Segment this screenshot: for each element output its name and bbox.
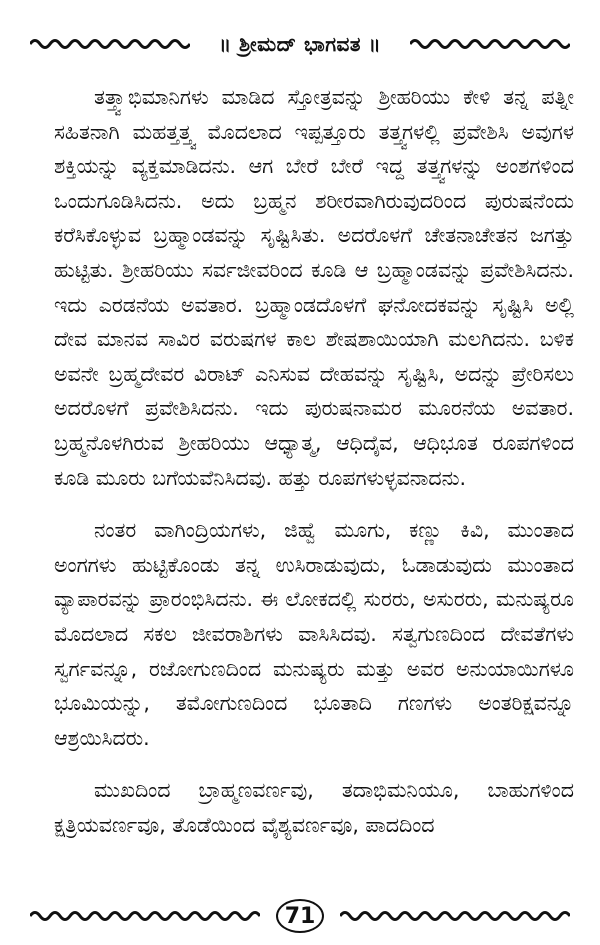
page-number: 71 [276, 899, 324, 933]
wavy-ornament-left [30, 907, 260, 925]
wavy-ornament-right [340, 907, 570, 925]
paragraph: ಮುಖದಿಂದ ಬ್ರಾಹ್ಮಣವರ್ಣವು, ತದಾಭಿಮನಿಯೂ, ಬಾಹುಗಳಿಂದ ಕ್ಷತ್ರಿಯವರ್ಣವೂ, ತೊಡೆಯಿಂದ ವೈಶ್ಯವರ್ಣವೂ, ಪಾದದಿಂದ [54, 778, 574, 837]
wavy-ornament-right [410, 35, 570, 53]
paragraph: ತತ್ತ್ವಾಭಿಮಾನಿಗಳು ಮಾಡಿದ ಸ್ತೋತ್ರವನ್ನು ಶ್ರೀಹರಿಯು ಕೇಳಿ ತನ್ನ ಪತ್ನೀ ಸಹಿತನಾಗಿ ಮಹತ್ತತ್ತ್ವ ಮೊದಲಾದ ಇಪ್ಪತ್ತೂರು ತತ್ತ್ವಗಳಲ್ಲಿ ಪ್ರವೇಶಿಸಿ ಅವುಗಳ ಶಕ್ತಿಯನ್ನು ವ್ಯಕ್ತಮಾಡಿದನು. ಆಗ ಬೇರೆ ಬೇರೆ ಇದ್ದ ತತ್ತ್ವಗಳನ್ನು ಅಂಶಗಳಿಂದ ಒಂದುಗೂಡಿಸಿದನು. ಅದು ಬ್ರಹ್ಮನ ಶರೀರವಾಗಿರುವುದರಿಂದ ಪುರುಷನೆಂದು ಕರೆಸಿಕೊಳ್ಳುವ ಬ್ರಹ್ಮಾಂಡವನ್ನು ಸೃಷ್ಟಿಸಿತು. ಅದರೊಳಗೆ ಚೇತನಾಚೇತನ ಜಗತ್ತು ಹುಟ್ಟಿತು. ಶ್ರೀಹರಿಯು ಸರ್ವಜೀವರಿಂದ ಕೂಡಿ ಆ ಬ್ರಹ್ಮಾಂಡವನ್ನು ಪ್ರವೇಶಿಸಿದನು. ಇದು ಎರಡನೆಯ ಅವತಾರ. ಬ್ರಹ್ಮಾಂಡದೊಳಗೆ ಘನೋದಕವನ್ನು ಸೃಷ್ಟಿಸಿ ಅಲ್ಲಿ ದೇವ ಮಾನವ ಸಾವಿರ ವರುಷಗಳ ಕಾಲ ಶೇಷಶಾಯಿಯಾಗಿ ಮಲಗಿದನು. ಬಳಿಕ ಅವನೇ ಬ್ರಹ್ಮದೇವರ ವಿರಾಟ್ ಎನಿಸುವ ದೇಹವನ್ನು ಸೃಷ್ಟಿಸಿ, ಅದನ್ನು ಪ್ರೇರಿಸಲು ಅದರೊಳಗೆ ಪ್ರವೇಶಿಸಿದನು. ಇದು ಪುರುಷನಾಮರ ಮೂರನೆಯ ಅವತಾರ. ಬ್ರಹ್ಮನೊಳಗಿರುವ ಶ್ರೀಹರಿಯು ಆಧ್ಯಾತ್ಮ, ಆಧಿದೈವ, ಆಧಿಭೂತ ರೂಪಗಳಿಂದ ಕೂಡಿ ಮೂರು ಬಗೆಯವೆನಿಸಿದವು. ಹತ್ತು ರೂಪಗಳುಳ್ಳವನಾದನು. [54, 85, 574, 490]
paragraph: ನಂತರ ವಾಗಿಂದ್ರಿಯಗಳು, ಜಿಹ್ವೆ ಮೂಗು, ಕಣ್ಣು ಕಿವಿ, ಮುಂತಾದ ಅಂಗಗಳು ಹುಟ್ಟಿಕೊಂಡು ತನ್ನ ಉಸಿರಾಡುವುದು, ಓಡಾಡುವುದು ಮುಂತಾದ ವ್ಯಾಪಾರವನ್ನು ಪ್ರಾರಂಭಿಸಿದನು. ಈ ಲೋಕದಲ್ಲಿ ಸುರರು, ಅಸುರರು, ಮನುಷ್ಯರೂ ಮೊದಲಾದ ಸಕಲ ಜೀವರಾಶಿಗಳು ವಾಸಿಸಿದವು. ಸತ್ವಗುಣದಿಂದ ದೇವತೆಗಳು ಸ್ವರ್ಗವನ್ನೂ, ರಜೋಗುಣದಿಂದ ಮನುಷ್ಯರು ಮತ್ತು ಅವರ ಅನುಯಾಯಿಗಳೂ ಭೂಮಿಯನ್ನು, ತಮೋಗುಣದಿಂದ ಭೂತಾದಿ ಗಣಗಳು ಅಂತರಿಕ್ಷವನ್ನೂ ಆಶ್ರಯಿಸಿದರು. [54, 518, 574, 750]
body-text [54, 80, 574, 860]
page-footer [30, 898, 570, 934]
page-header [30, 26, 570, 62]
wavy-ornament-left [30, 35, 190, 53]
running-title: ॥ ಶ್ರೀಮದ್ ಭಾಗವತ ॥ [218, 32, 382, 56]
